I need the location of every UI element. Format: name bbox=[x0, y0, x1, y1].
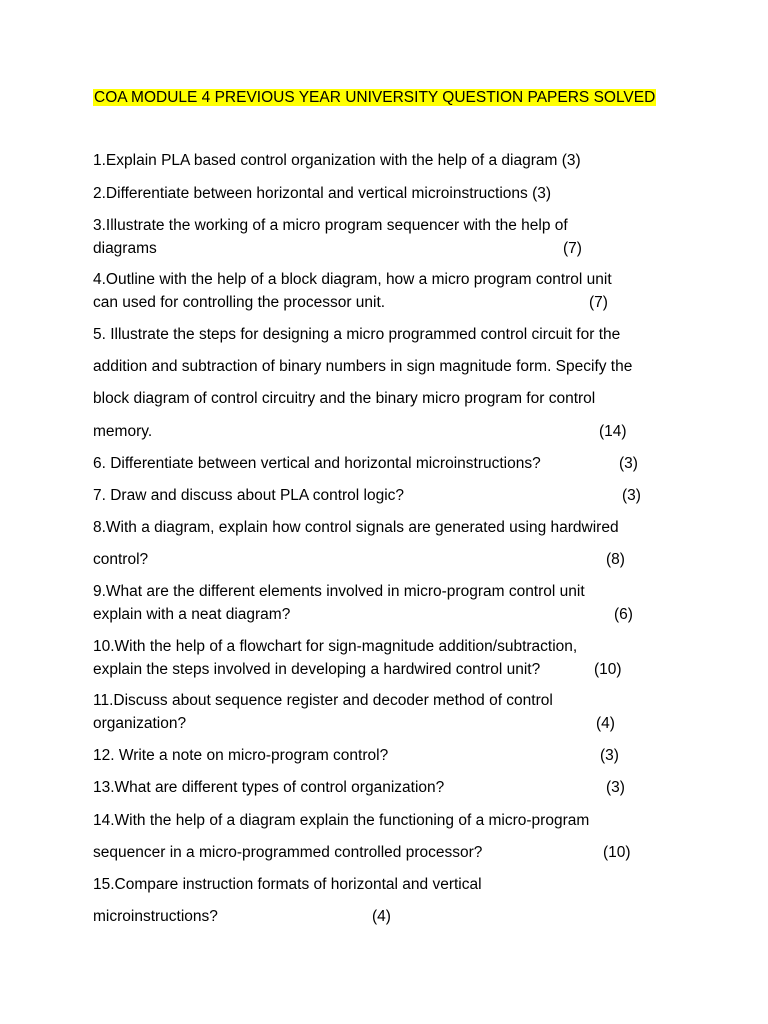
question-10-marks: (10) bbox=[594, 661, 622, 678]
question-14-marks: (10) bbox=[603, 844, 631, 861]
document-page: COA MODULE 4 PREVIOUS YEAR UNIVERSITY QUESTION PAPERS SOLVED 1.Explain PLA based control organization with the help of a diagram (3) 2.Differentiate between horizontal and vertical microinstructions (3) 3.Illustrate the working of a micro program sequencer with the help of diagrams (7) 4.Outline with the help of a block diagram, how a micro program control unit can used for controlling the processor unit. (7) 5. Illustrate the steps for designing a micro programmed control circuit for the addition and subtraction of binary numbers in sign magnitude form. Specify the block diagram of control circuitry and the binary micro program for control memory. (14) 6. Differentiate between vertical and horizontal microinstructions? (3) 7. Draw and discuss about PLA control logic? (3) 8.With a diagram, explain how control signals are generated using hardwired control? (8) 9.What are the different elements involved in micro-program control unit explain with a neat diagram? (6) 10.With the help of a flowchart for sign-magnitude addition/subtraction, explain the steps involved in developing a hardwired control unit? (10) 11.Discuss about sequence register and decoder method of control organization? (4) 12. Write a note on micro-program control? (3) 13.What are different types of control organization? (3) 14.With the help of a diagram explain the functioning of a micro-program sequencer in a micro-programmed controlled processor? (10) 15.Compare instruction formats of horizontal and vertical microinstructions? (4) bbox=[0, 0, 768, 1024]
question-5-marks: (14) bbox=[599, 423, 627, 440]
question-7-marks: (3) bbox=[622, 487, 641, 504]
question-3-marks: (7) bbox=[563, 240, 582, 257]
question-13-marks: (3) bbox=[606, 779, 625, 796]
question-4-marks: (7) bbox=[589, 294, 608, 311]
question-9-marks: (6) bbox=[614, 606, 633, 623]
question-6-marks: (3) bbox=[619, 455, 638, 472]
question-12-marks: (3) bbox=[600, 747, 619, 764]
document-title bbox=[93, 88, 656, 108]
question-11-marks: (4) bbox=[596, 715, 615, 732]
question-8-marks: (8) bbox=[606, 551, 625, 568]
question-15-marks: (4) bbox=[372, 908, 391, 925]
document-title-text: COA MODULE 4 PREVIOUS YEAR UNIVERSITY QUESTION PAPERS SOLVED bbox=[94, 89, 656, 106]
